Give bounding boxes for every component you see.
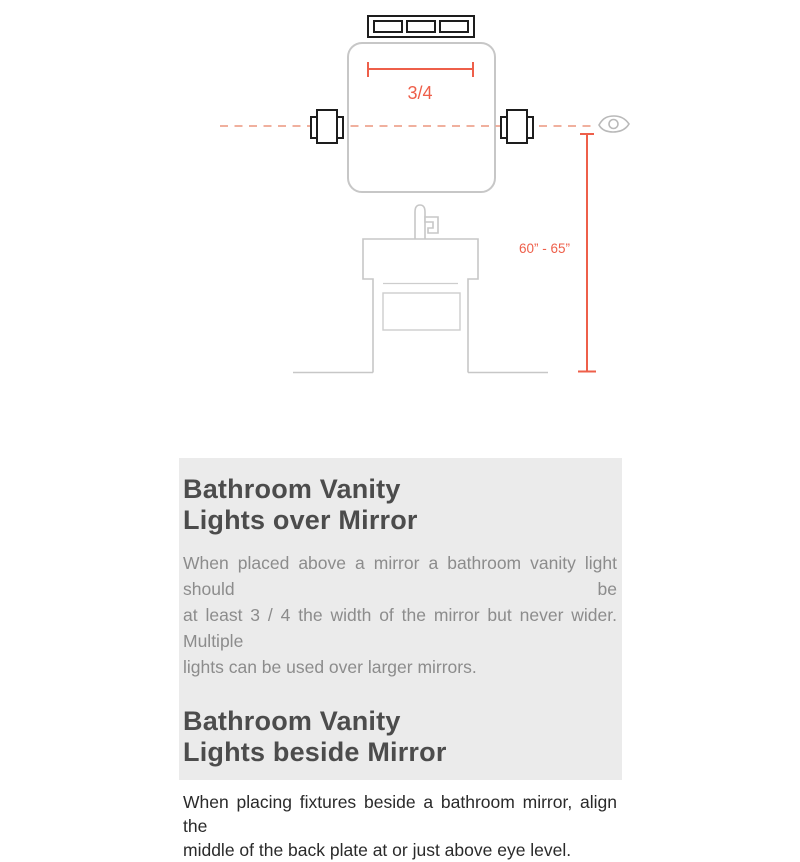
mounting-height-dimension <box>578 134 596 372</box>
paragraph-line: When placing fixtures beside a bathroom mirror, align the <box>183 792 617 836</box>
height-dimension-label: 60” - 65” <box>518 241 570 256</box>
faucet-icon <box>415 205 438 239</box>
heading-line: Bathroom Vanity <box>183 706 401 736</box>
paragraph-line: middle of the back plate at or just above eye level. <box>183 840 572 860</box>
eye-icon <box>599 116 629 132</box>
info-panel <box>179 458 622 860</box>
paragraph-line: at least 3 / 4 the width of the mirror but never wider. Multiple <box>183 605 617 651</box>
paragraph-line: lights can be used over larger mirrors. <box>183 657 477 677</box>
vanity-placement-diagram <box>0 0 800 420</box>
vanity-sink-outline <box>363 239 478 373</box>
heading-line: Bathroom Vanity <box>183 474 401 504</box>
paragraph-line: When placed above a mirror a bathroom vanity light should be <box>183 553 617 599</box>
paragraph-lights-over-mirror <box>183 550 617 680</box>
heading-lights-beside-mirror <box>183 706 617 768</box>
vanity-light-bar-icon <box>368 16 474 37</box>
wall-sconce-left-icon <box>311 110 343 143</box>
paragraph-lights-beside-mirror <box>183 790 617 862</box>
heading-line: Lights over Mirror <box>183 505 418 535</box>
width-dimension-label: 3/4 <box>407 83 433 103</box>
heading-line: Lights beside Mirror <box>183 737 447 767</box>
wall-sconce-right-icon <box>501 110 533 143</box>
heading-lights-over-mirror <box>183 474 617 536</box>
